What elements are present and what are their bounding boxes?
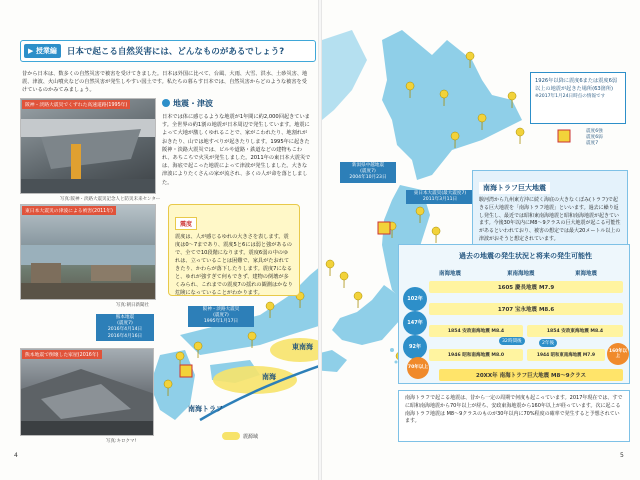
marker-5 (466, 52, 474, 68)
seismic-intensity-body: 震度は、人が感じるゆれの大きさを表します。震度は0〜7まであり、震度5と6には弱と強があるので、全てで10段階になります。震度6弱の中のゆれは、立っていることは困難で、家具がたおれてきたり、かわらが落下したりします。震度7になると、ゆれが強すぎて何もできず、建物の倒壊が多くみられ、これまでの震度7の揺れの観測はかなり危険になっていることがわかります。 (175, 234, 293, 296)
gap-147: 147年 (403, 311, 427, 335)
marker-12 (326, 260, 334, 276)
marker-4 (508, 92, 516, 108)
future-160-badge: 160年以上 (607, 343, 629, 365)
timeline-row-showa-nankai: 1946 昭和南海地震 M8.0 (429, 349, 523, 361)
timeline-row-hoei: 1707 宝永地震 M8.6 (429, 303, 623, 315)
legend-item-6-weak: 震度6弱 (586, 135, 603, 140)
seismic-intensity-box (168, 204, 300, 296)
photo-kumamoto-art (21, 349, 154, 436)
tag-2y: 2年後 (539, 339, 557, 347)
lesson-tag: ▶ 授業編 (24, 44, 61, 58)
section-heading (162, 98, 213, 109)
label-tonankai: 東南海 (292, 343, 313, 351)
marker-3 (478, 114, 486, 130)
marker-6 (451, 132, 459, 148)
marker-big-4 (558, 130, 570, 142)
marker-11 (354, 292, 362, 308)
photo-hanshin-art (21, 99, 156, 194)
timeline-col-tonankai: 東南海地震 (507, 271, 535, 277)
legend-zone-label: 震源域 (243, 433, 259, 440)
since-1926-note: ※2017年1月24日時点の情報です (535, 94, 606, 99)
marker-big-1 (378, 222, 390, 234)
marker-7 (416, 207, 424, 223)
timeline-col-nankai: 南海地震 (439, 271, 462, 277)
photo-kumamoto (20, 348, 154, 436)
page-number-left: 4 (14, 452, 18, 459)
intensity-legend (586, 128, 626, 160)
earthquake-timeline (398, 244, 630, 384)
photo-tsunami-art (21, 205, 156, 300)
marker-10 (340, 272, 348, 288)
label-trough: 南海トラフ (188, 405, 223, 413)
marker-14 (266, 302, 274, 318)
timeline-row-keicho: 1605 慶長地震 M7.9 (429, 281, 623, 293)
label-nankai: 南海 (262, 373, 276, 381)
gap-102: 102年 (403, 287, 427, 311)
gap-92: 92年 (403, 335, 427, 359)
intro-text: 昔から日本は、数多くの自然災害で被害を受けてきました。日本は外国に比べて、台風、大雨、大雪、洪水、土砂災害、地震、津波、火山噴火などの自然災害が発生しやすい国土です。私たちの暮らす日本では、自然災害からどのような被害を受けているのかみてみましょう。 (22, 71, 308, 93)
lesson-header (20, 40, 316, 62)
future-70-badge: 70年以上 (407, 357, 429, 379)
legend-item-6-strong: 震度6強 (586, 129, 603, 134)
marker-big-3 (180, 365, 192, 377)
legend-zone (222, 432, 258, 440)
section-body: 日本では体に感じるような地震が1年間に約2,000回起きています。全世界の約1割の地震が日本周辺で発生しています。地震によって大地が激しくゆれることで、家がこわれたり、地割れがおきたり、山では地すべりが起きたりします。1995年に起きた阪神・淡路大震災では、ビルや道路・鉄道などの建物もこわれ、あちこちで火災が発生しました。2011年の東日本大震災では、海底で起こった地震によって津波が発生しました。大きな津波によりたくさんの家が流され、多くの人が命を落としました。 (162, 114, 311, 186)
marker-20 (516, 128, 524, 144)
label-kumamoto: 熊本地震 (震度7) 2016年4月14日 2016年4月16日 (96, 314, 154, 341)
nankai-trough-title: 南海トラフ巨大地震 (479, 182, 550, 194)
legend-item-7: 震度7 (586, 141, 599, 146)
photo-tsunami (20, 204, 156, 300)
photo-hanshin (20, 98, 156, 194)
marker-8 (432, 227, 440, 243)
legend-zone-swatch (222, 432, 240, 440)
label-hanshin: 阪神・淡路大震災 (震度7) 1995年1月17日 (188, 306, 254, 327)
timeline-row-showa-tonankai: 1944 昭和東南海地震 M7.9 (527, 349, 605, 361)
marker-16 (194, 342, 202, 358)
label-niigata: 新潟県中越地震 (震度7) 2004年10月23日 (340, 162, 396, 183)
section-heading-text: 地震・津波 (173, 99, 213, 108)
lesson-title: 日本で起こる自然災害には、どんなものがあるでしょう? (66, 47, 285, 57)
photo-hanshin-caption: 阪神・淡路大震災でくずれた高速道路(1995年) (22, 100, 130, 109)
photo-hanshin-credit: 写真:阪神・淡路大震災記念人と防災未来センター (60, 197, 161, 202)
nankai-forecast-text: 南海トラフで起こる地震は、昔から一定の周期で何度も起こっています。2017年現在では、すでに昭和南海地震から70年以上が経ち、安政東海地震から160年以上が経っています。次に起こる南海トラフ地震は M8〜9クラスのものが30年以内に70%程度の確率で発生すると予想されています。 (405, 395, 623, 425)
since-1926-text: 1926年以降に震度6または震度6弱以上の地震が起きた場所(63箇所) (535, 78, 618, 92)
nankai-forecast-box (398, 390, 630, 442)
nankai-trough-body: 駿河湾から九州東方沖に続く海底の大きなくぼみ(トラフ)で起きる巨大地震を「南海トラフ地震」といいます。過去に繰り返し発生し、最近では昭和東南海地震と昭和南海地震が起きています。今後30年以内にM8〜9クラスの巨大地震が起こる可能性があるといわれており、被害の想定では最大20メートル以上の津波がおそうと想定されています。 (479, 197, 621, 242)
page-spine (318, 0, 322, 480)
photo-kumamoto-credit: 写真:キロクマ! (106, 439, 137, 444)
marker-1 (406, 82, 414, 98)
photo-tsunami-caption: 東日本大震災の津波による被害(2011年) (22, 206, 116, 215)
page-number-right: 5 (620, 452, 624, 459)
since-1926-box (530, 72, 626, 124)
timeline-row-future: 20XX年 南海トラフ巨大地震 M8〜9クラス (439, 369, 623, 381)
seismic-intensity-title: 震度 (175, 217, 197, 230)
photo-kumamoto-caption: 熊本地震で倒壊した家屋(2016年) (22, 350, 102, 359)
nankai-trough-box (472, 170, 628, 246)
photo-tsunami-credit: 写真:朝日新聞社 (116, 303, 150, 308)
label-tohoku: 東日本大震災(最大震度7) 2011年3月11日 (406, 190, 474, 204)
marker-18 (164, 380, 172, 396)
timeline-col-tokai: 東海地震 (575, 271, 598, 277)
timeline-title: 過去の地震の発生状況と将来の発生可能性 (459, 252, 592, 260)
timeline-row-ansei-nankai: 1854 安政南海地震 M8.4 (429, 325, 523, 337)
section-dot-icon (162, 99, 170, 107)
timeline-row-ansei-tokai: 1854 安政東海地震 M8.4 (527, 325, 623, 337)
tag-32h: 32時間後 (499, 337, 525, 345)
marker-15 (248, 332, 256, 348)
marker-2 (440, 90, 448, 106)
